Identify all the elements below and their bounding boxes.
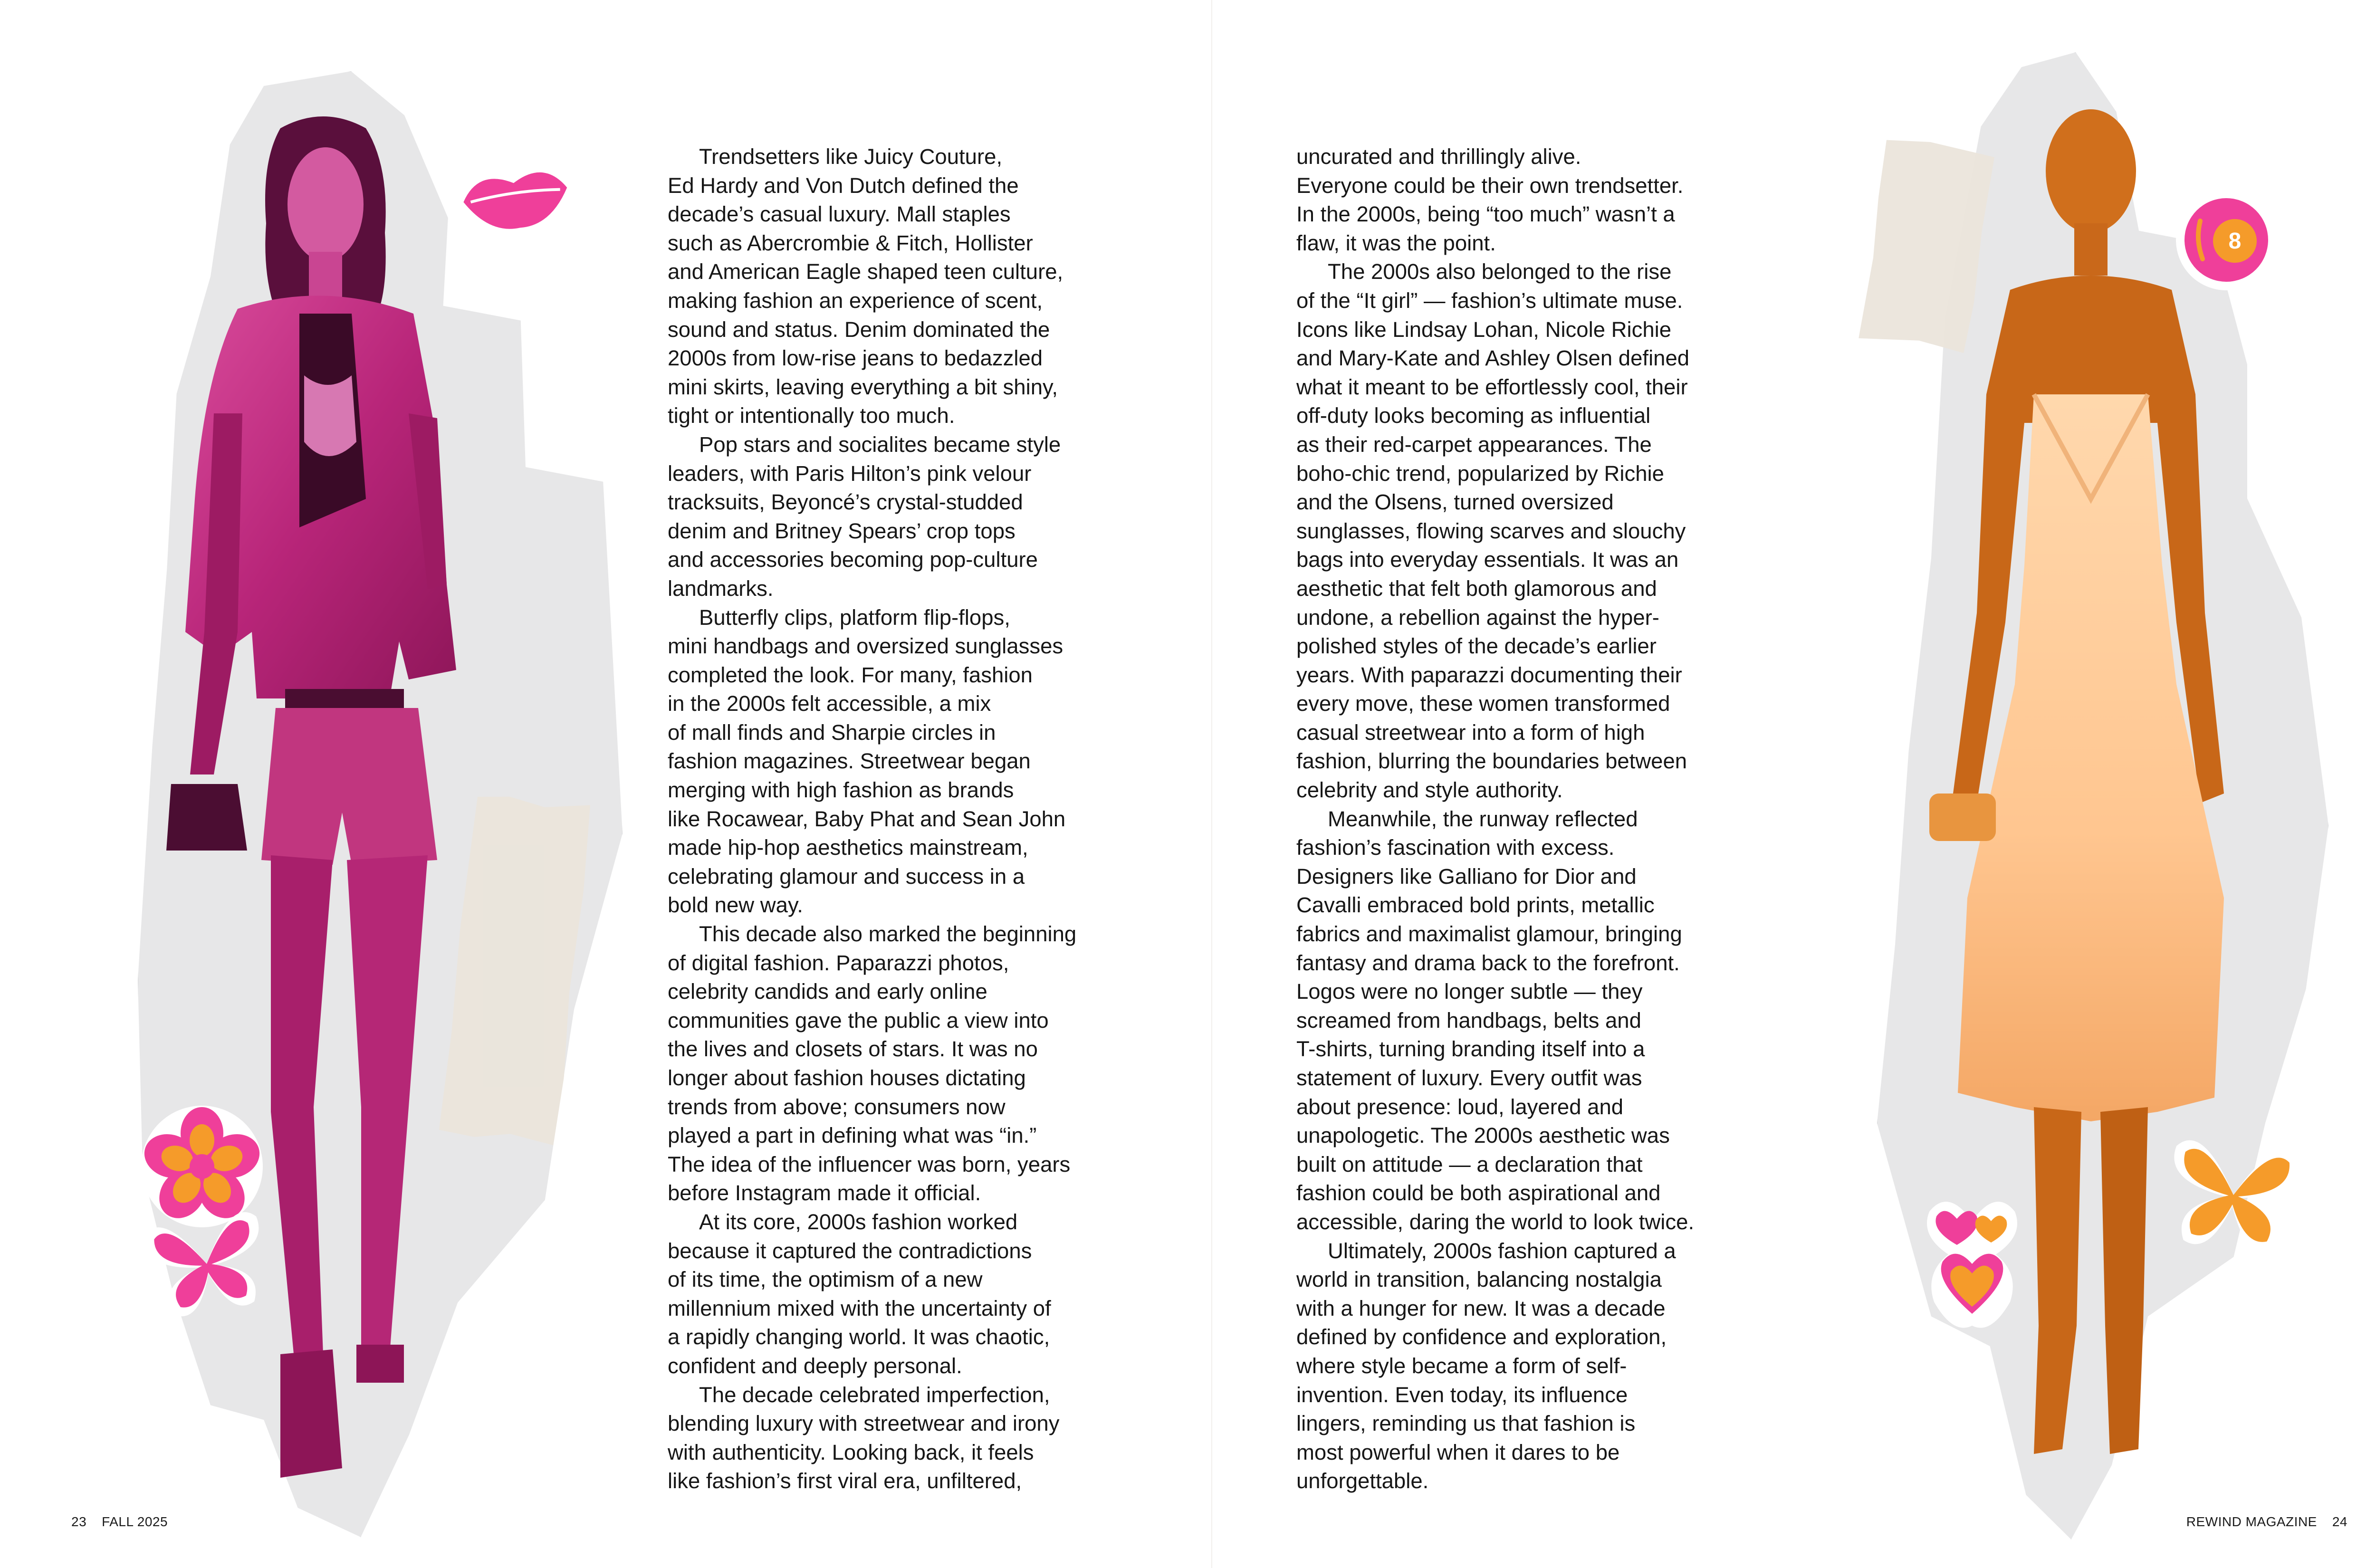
eight-ball-number: 8 [2228,229,2242,254]
article-paragraph: Trendsetters like Juicy Couture, Ed Hardy and Von Dutch defined the decade’s casual luxury. Mall staples such as Abercrombie & Fitch, Hollister and American Eagle shaped teen culture, making fashion an experience of scent, sound and status. Denim dominated the 2000s from low-rise jeans to bedazzled mini skirts, leaving everything a bit shiny, tight or intentionally too much. [668,144,1063,428]
article-paragraph: Butterfly clips, platform flip-flops, mini handbags and oversized sunglasses completed the look. For many, fashion in the 2000s felt accessible, a mix of mall finds and Sharpie circles in fashion magazines. Streetwear began merging with high fashion as brands like Rocawear, Baby Phat and Sean John made hip-hop aesthetics mainstream, celebrating glamour and success in a bold new way. [668,605,1066,918]
pink-butterfly-sticker [134,1196,280,1331]
article-paragraph-continuation: uncurated and thrillingly alive. Everyone could be their own trendsetter. In the 2000s, being “too much” wasn’t a flaw, it was the point. [1296,144,1684,255]
article-column-left [668,143,1171,1496]
footer-right [2186,1514,2347,1530]
butterfly-icon [2156,1124,2311,1266]
orange-butterfly-sticker [2156,1124,2311,1266]
page-fold [1211,0,1212,1568]
hearts-icon [1920,1193,2024,1335]
article-paragraph: Meanwhile, the runway reflected fashion’s fascination with excess. Designers like Galliano for Dior and Cavalli embraced bold prints, metallic fabrics and maximalist glamour, bringing fantasy and drama back to the forefront. Logos were no longer subtle — they screamed from handbags, belts and T-shirts, turning branding itself into a statement of luxury. Every outfit was about presence: loud, layered and unapologetic. The 2000s aesthetic was built on attitude — a declaration that fashion could be both aspirational and accessible, daring the world to look twice. [1296,806,1695,1234]
page-number-right: 24 [2332,1514,2347,1529]
article-paragraph: Pop stars and socialites became style leaders, with Paris Hilton’s pink velour tracksuits, Beyoncé’s crystal-studded denim and Britney Spears’ crop tops and accessories becoming pop-culture landmarks. [668,432,1061,601]
article-paragraph: Ultimately, 2000s fashion captured a world in transition, balancing nostalgia with a hunger for new. It was a decade defined by confidence and exploration, where style became a form of self- invention. Even today, its influence lingers, reminding us that fashion is most powerful when it dares to be unforgettable. [1296,1238,1676,1493]
lips-sticker [437,133,594,261]
article-paragraph: The 2000s also belonged to the rise of the “It girl” — fashion’s ultimate muse. Icons like Lindsay Lohan, Nicole Richie and Mary-Kate and Ashley Olsen defined what it meant to be effortlessly cool, their off-duty looks becoming as influential as their red-carpet appearances. The boho-chic trend, popularized by Richie and the Olsens, turned oversized sunglasses, flowing scarves and slouchy bags into everyday essentials. It was an aesthetic that felt both glamorous and undone, a rebellion against the hyper- polished styles of the decade’s earlier years. With paparazzi documenting their every move, these women transformed casual streetwear into a form of high fashion, blurring the boundaries between celebrity and style authority. [1296,259,1690,803]
article-paragraph: This decade also marked the beginning of digital fashion. Paparazzi photos, celebrity candids and early online communities gave the public a view into the lives and closets of stars. It was no longer about fashion houses dictating trends from above; consumers now played a part in defining what was “in.” The idea of the influencer was born, years before Instagram made it official. [668,922,1077,1205]
lips-icon [437,133,594,261]
hearts-sticker [1920,1193,2024,1335]
issue-label: FALL 2025 [102,1514,168,1529]
article-column-right [1296,143,1800,1496]
butterfly-icon [134,1196,280,1331]
eight-ball-icon [2174,188,2279,292]
article-paragraph: At its core, 2000s fashion worked because it captured the contradictions of its time, the optimism of a new millennium mixed with the uncertainty of a rapidly changing world. It was chaotic, confident and deeply personal. [668,1209,1051,1378]
page-number-left: 23 [71,1514,87,1529]
eight-ball-sticker [2174,188,2279,292]
article-paragraph: The decade celebrated imperfection, blending luxury with streetwear and irony with authenticity. Looking back, it feels like fashion’s first viral era, unfiltered, [668,1382,1060,1493]
footer-left [71,1514,168,1530]
magazine-name: REWIND MAGAZINE [2186,1514,2317,1529]
